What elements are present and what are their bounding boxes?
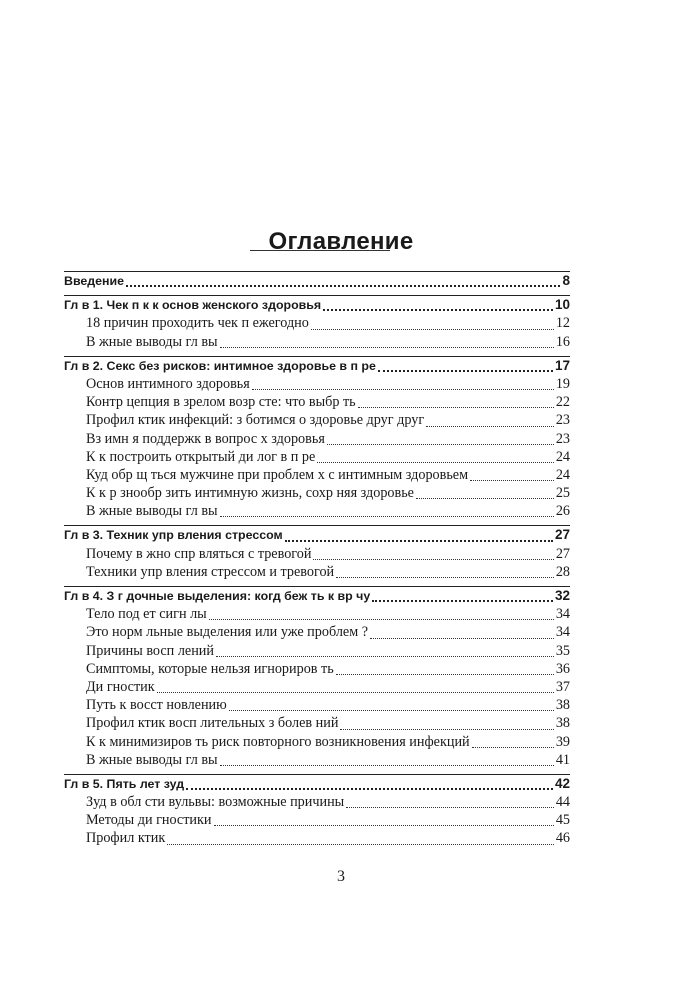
page-title: Оглавление [268,228,414,256]
dot-leader [472,747,554,748]
toc-chapter-row[interactable] [64,527,570,545]
toc-entry-title: Гл в 3. Техник упр вления стрессом [64,528,283,543]
toc-page-number: 46 [555,830,570,847]
dot-leader [358,407,554,408]
toc-section [64,295,570,352]
toc-entry-title: Гл в 5. Пять лет зуд [64,776,185,791]
toc-page-number: 27 [555,545,570,562]
toc-entry-row[interactable] [64,812,570,830]
toc-page-number: 22 [555,394,570,411]
toc-page-number: 26 [555,503,570,520]
toc-entry-title: Вз имн я поддержк в вопрос х здоровья [86,430,325,447]
toc-entry-row[interactable] [64,606,570,624]
toc-page-number: 35 [555,642,570,659]
toc-chapter-row[interactable] [64,358,570,376]
toc-section [64,356,570,522]
toc-entry-title: Введение [64,274,125,288]
toc-chapter-row[interactable] [64,297,570,315]
toc-chapter-row[interactable] [64,273,570,291]
toc-entry-row[interactable] [64,715,570,733]
toc-entry-row[interactable] [64,564,570,582]
toc-entry-title: К к минимизиров ть риск повторного возникновения инфекций [86,733,470,750]
toc-entry-title: К к р знообр зить интимную жизнь, сохр няя здоровье [86,485,414,502]
toc-entry-title: К к построить открытый ди лог в п ре [86,448,316,465]
toc-entry-row[interactable] [64,546,570,564]
dot-leader [336,674,554,675]
toc-page-number: 41 [555,751,570,768]
toc-entry-title: Куд обр щ ться мужчине при проблем х с интимным здоровьем [86,466,469,483]
toc-entry-row[interactable] [64,752,570,770]
toc-chapter-row[interactable] [64,776,570,794]
toc-entry-title: Тело под ет сигн лы [86,606,207,623]
toc-entry-title: Симптомы, которые нельзя игнориров ть [86,660,334,677]
toc-page-number: 34 [555,624,570,641]
toc-page-number: 17 [554,357,570,373]
toc-entry-row[interactable] [64,697,570,715]
toc-entry-title: Причины восп лений [86,642,214,659]
dot-leader [313,559,553,560]
toc-entry-row[interactable] [64,661,570,679]
toc-entry-title: Основ интимного здоровья [86,375,250,392]
toc-entry-title: В жные выводы гл вы [86,751,218,768]
toc-page-number: 25 [555,485,570,502]
toc-page-number: 24 [555,448,570,465]
toc-entry-row[interactable] [64,431,570,449]
dot-leader [327,444,554,445]
toc-entry-title: Гл в 1. Чек п к к основ женского здоровья [64,298,322,313]
dot-leader [426,426,554,427]
toc-entry-row[interactable] [64,503,570,521]
page-number: 3 [337,868,345,885]
toc-page-number: 23 [555,412,570,429]
dot-leader [214,825,554,826]
dot-leader [336,577,554,578]
toc-page-number: 8 [562,273,570,288]
dot-leader [229,710,554,711]
dot-leader [372,600,553,602]
toc-section [64,586,570,770]
toc-entry-row[interactable] [64,394,570,412]
toc-page-number: 19 [555,375,570,392]
toc-entry-row[interactable] [64,334,570,352]
toc-chapter-row[interactable] [64,588,570,606]
title-underline [250,250,390,251]
dot-leader [220,765,554,766]
toc-entry-title: Гл в 2. Секс без рисков: интимное здоровье в п ре [64,358,376,373]
dot-leader [220,516,554,517]
toc-entry-title: Профил ктик восп лительных з болев ний [86,715,339,732]
dot-leader [186,788,553,790]
table-of-contents [64,271,570,853]
toc-entry-title: Контр цепция в зрелом возр сте: что выбр ть [86,394,356,411]
toc-page-number: 44 [555,794,570,811]
dot-leader [416,498,554,499]
toc-entry-title: Путь к восст новлению [86,697,227,714]
toc-entry-row[interactable] [64,315,570,333]
dot-leader [126,285,560,287]
toc-entry-title: В жные выводы гл вы [86,333,218,350]
toc-entry-title: Это норм льные выделения или уже проблем ? [86,624,369,641]
toc-page-number: 36 [555,660,570,677]
toc-entry-row[interactable] [64,467,570,485]
toc-page-number: 38 [555,697,570,714]
toc-entry-title: Гл в 4. З г дочные выделения: когд беж ть к вр чу [64,589,371,603]
toc-page-number: 39 [555,733,570,750]
dot-leader [209,619,554,620]
toc-entry-title: Профил ктик [86,830,166,847]
toc-page-number: 10 [554,297,570,313]
dot-leader [216,656,554,657]
dot-leader [157,692,554,693]
toc-section [64,271,570,291]
toc-entry-row[interactable] [64,376,570,394]
toc-entry-row[interactable] [64,734,570,752]
dot-leader [346,807,554,808]
dot-leader [340,729,553,730]
toc-entry-row[interactable] [64,449,570,467]
toc-page-number: 16 [555,333,570,350]
toc-entry-title: В жные выводы гл вы [86,503,218,520]
dot-leader [311,329,554,330]
toc-entry-row[interactable] [64,679,570,697]
toc-entry-title: Методы ди гностики [86,812,212,829]
toc-page-number: 28 [555,563,570,580]
toc-entry-row[interactable] [64,412,570,430]
toc-page-number: 24 [555,466,570,483]
toc-entry-row[interactable] [64,830,570,848]
dot-leader [470,480,554,481]
toc-entry-title: Профил ктик инфекций: з ботимся о здоровье друг друг [86,412,425,429]
toc-section [64,525,570,582]
toc-page-number: 38 [555,715,570,732]
toc-section [64,774,570,849]
dot-leader [370,638,554,639]
toc-entry-row[interactable] [64,485,570,503]
toc-page-number: 42 [554,775,570,791]
dot-leader [252,389,554,390]
toc-entry-row[interactable] [64,643,570,661]
dot-leader [220,347,554,348]
dot-leader [167,844,554,845]
toc-entry-title: Техники упр вления стрессом и тревогой [86,563,335,580]
dot-leader [378,370,553,372]
toc-entry-title: Почему в жно спр вляться с тревогой [86,545,312,562]
toc-entry-row[interactable] [64,794,570,812]
toc-entry-title: Ди гностик [86,678,155,695]
toc-page-number: 37 [555,678,570,695]
toc-page-number: 45 [555,812,570,829]
dot-leader [317,462,553,463]
toc-entry-row[interactable] [64,624,570,642]
toc-page-number: 12 [555,315,570,332]
toc-page-number: 23 [555,430,570,447]
dot-leader [285,540,553,542]
toc-page-number: 32 [554,588,570,603]
toc-page-number: 27 [554,527,570,543]
toc-entry-title: Зуд в обл сти вульвы: возможные причины [86,794,345,811]
toc-entry-title: 18 причин проходить чек п ежегодно [86,315,309,332]
dot-leader [323,309,553,311]
toc-page-number: 34 [555,606,570,623]
